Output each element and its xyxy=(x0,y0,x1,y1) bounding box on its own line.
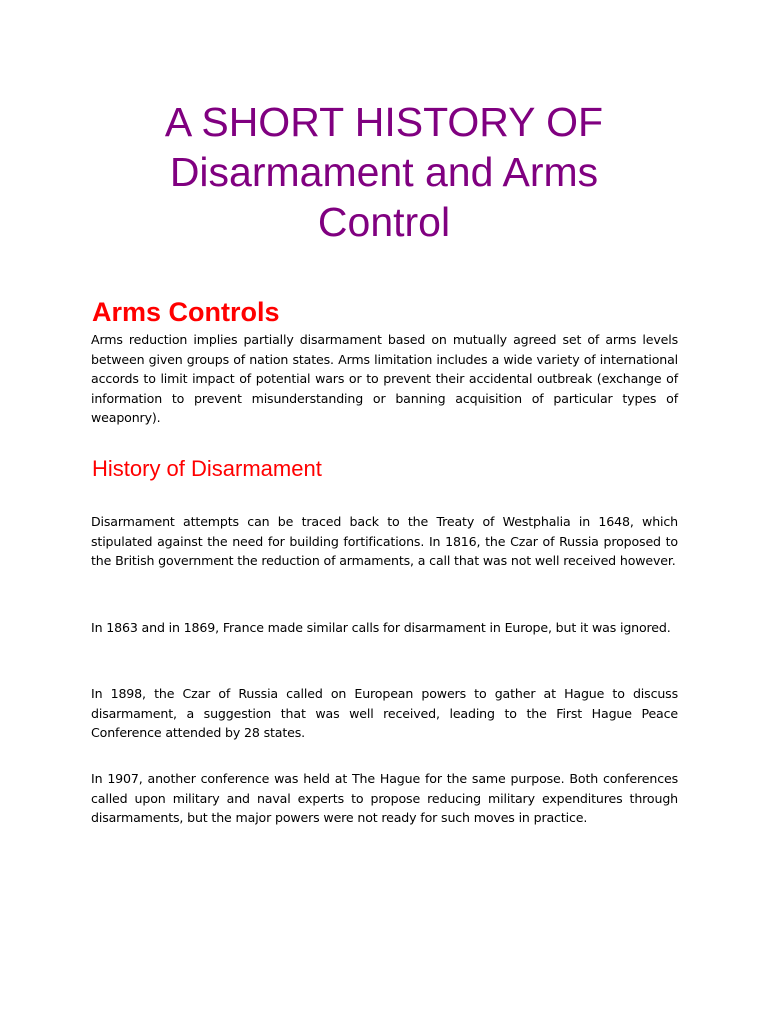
paragraph-france-calls: In 1863 and in 1869, France made similar calls for disarmament in Europe, but it was ignored. xyxy=(91,620,671,635)
paragraph-second-hague-conference: In 1907, another conference was held at The Hague for the same purpose. Both conferences called upon military and naval experts to propose reducing military expenditures through disarmaments, but the major powers were not ready for such moves in practice. xyxy=(91,771,678,825)
paragraph-first-hague-conference: In 1898, the Czar of Russia called on European powers to gather at Hague to discuss disarmament, a suggestion that was well received, leading to the First Hague Peace Conference attended by 28 states. xyxy=(91,686,678,740)
paragraph-arms-controls: Arms reduction implies partially disarmament based on mutually agreed set of arms levels between given groups of nation states. Arms limitation includes a wide variety of international accords to limit impact of potential wars or to prevent their accidental outbreak (exchange of information to prevent misunderstanding or banning acquisition of particular types of weaponry). xyxy=(91,332,678,425)
document-title xyxy=(100,97,668,247)
section-heading-arms-controls: Arms Controls xyxy=(92,297,280,327)
title-line-1: A SHORT HISTORY OF xyxy=(164,99,604,145)
title-line-3: Control xyxy=(317,199,451,245)
title-line-2: Disarmament and Arms xyxy=(169,149,599,195)
section-heading-history-of-disarmament: History of Disarmament xyxy=(92,456,322,481)
paragraph-westphalia: Disarmament attempts can be traced back to the Treaty of Westphalia in 1648, which stipulated against the need for building fortifications. In 1816, the Czar of Russia proposed to the British government the reduction of armaments, a call that was not well received however. xyxy=(91,514,678,568)
